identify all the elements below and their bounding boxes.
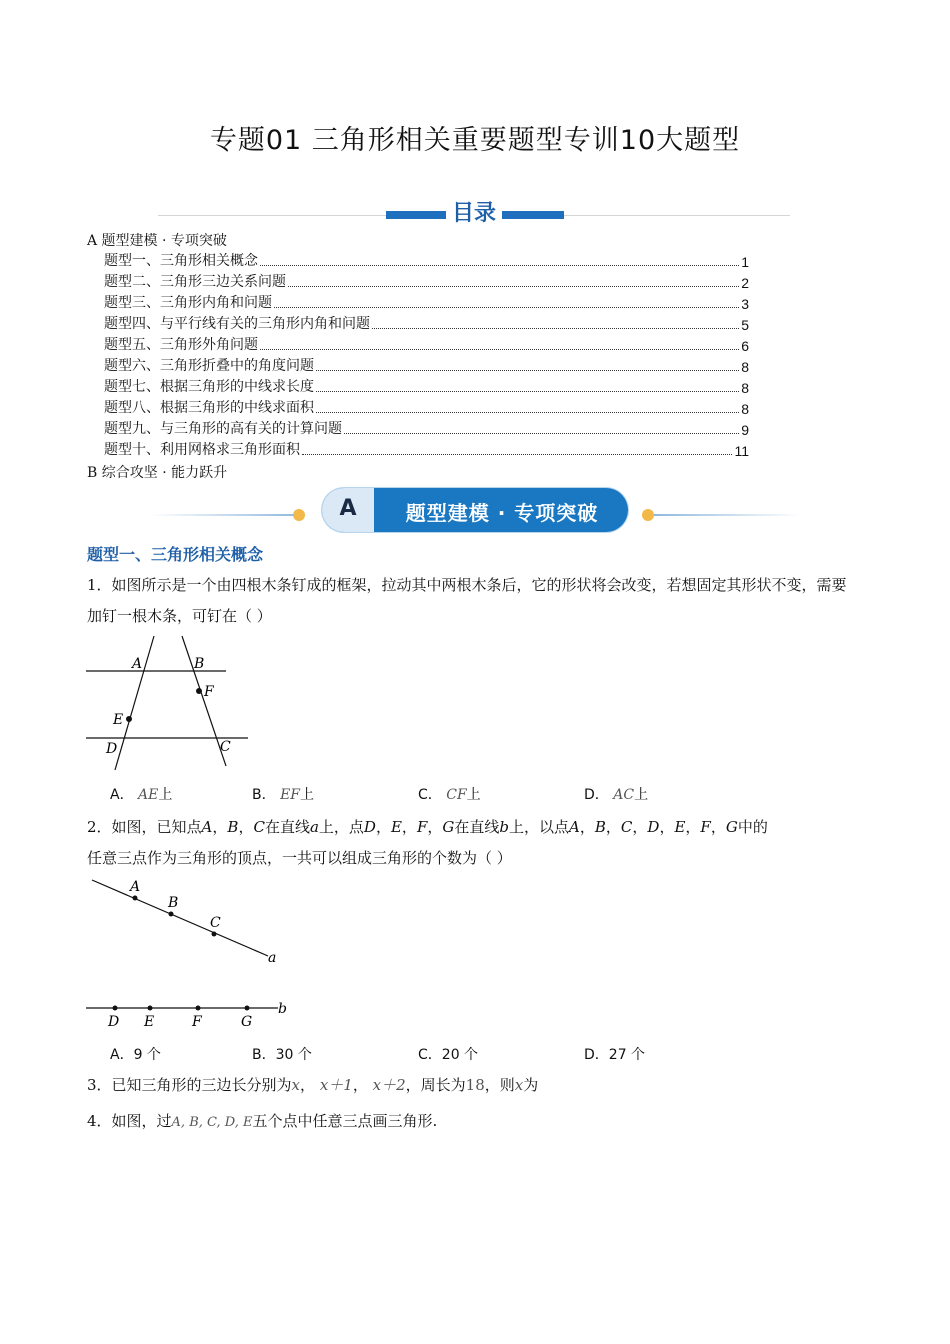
q4-points: A, B, C, D, E [171,1115,253,1130]
banner-dot-right [642,509,654,521]
q2-variable: E [390,818,402,836]
q2-variable: a [309,818,319,836]
toc-item[interactable] [104,250,749,270]
q2-text-part: ， [427,818,443,836]
toc-item-label: 题型一、三角形相关概念 [104,253,258,269]
option-math: EF [280,787,300,803]
toc-heading: 目录 [446,196,502,227]
q2-option-c[interactable] [418,1044,478,1064]
toc-item-label: 题型七、根据三角形的中线求长度 [104,379,314,395]
toc-item-label: 题型四、与平行线有关的三角形内角和问题 [104,316,370,332]
q2-point-F [196,1006,201,1011]
option-value: 20 个 [441,1047,479,1063]
toc-item-page: 1 [741,254,749,270]
toc-bar-right [502,211,564,219]
option-suffix: 上 [634,787,649,803]
option-letter: D． [584,787,609,803]
section-banner [150,486,800,536]
q2-variable: A [569,818,580,836]
q1-point-E [126,716,132,722]
toc-item[interactable] [104,439,749,459]
toc-item-label: 题型十、利用网格求三角形面积 [104,442,300,458]
q2-option-d[interactable] [584,1044,645,1064]
toc-item[interactable] [104,292,749,312]
q2-label-B: B [168,895,179,911]
option-value: 27 个 [608,1047,646,1063]
q2-option-a[interactable] [110,1044,161,1064]
toc-item-page: 2 [741,275,749,291]
q2-text-part: 在直线 [264,818,310,836]
q2-option-b[interactable] [252,1044,312,1064]
option-suffix: 上 [158,787,173,803]
toc-item[interactable] [104,313,749,333]
q1-label-E: E [113,712,124,728]
question-2-line2: 任意三点作为三角形的顶点，一共可以组成三角形的个数为（ ） [87,849,512,867]
toc-item-page: 9 [741,422,749,438]
q2-point-D [113,1006,118,1011]
toc-item-label: 题型八、根据三角形的中线求面积 [104,400,314,416]
q2-point-B [169,912,174,917]
q2-text-part: ， [685,818,701,836]
q1-option-c[interactable] [418,784,481,804]
q3-side-3: x＋2 [372,1076,406,1094]
toc-item[interactable] [104,271,749,291]
q2-text-part: 中的 [737,818,768,836]
toc-leader-dots [344,432,739,434]
toc-item-page: 3 [741,296,749,312]
banner-text: 题型建模 · 专项突破 [405,501,599,525]
q3-perimeter: 18 [465,1076,485,1094]
toc-item[interactable] [104,334,749,354]
q2-point-E [148,1006,153,1011]
q3-sep: ， [300,1076,316,1094]
q2-variable: F [416,818,428,836]
q2-variable: G [725,818,738,836]
toc-item-label: 题型二、三角形三边关系问题 [104,274,286,290]
q2-text-part: ， [212,818,228,836]
option-letter: A． [110,787,134,803]
toc-leader-dots [316,369,739,371]
toc-leader-dots [288,285,739,287]
toc-leader-dots [274,306,739,308]
q3-side-2: x＋1 [319,1076,353,1094]
toc-item[interactable] [104,355,749,375]
toc-item-page: 5 [741,317,749,333]
q1-option-d[interactable] [584,784,648,804]
toc-item[interactable] [104,397,749,417]
q2-variable: D [363,818,376,836]
q2-label-b: b [278,1001,287,1017]
option-suffix: 上 [300,787,314,803]
question-2-line1 [87,812,857,843]
toc-leader-dots [260,264,739,266]
q2-text-part: ， [375,818,391,836]
toc-leader-dots [372,327,739,329]
option-letter: C． [418,787,442,803]
document-title: 专题01 三角形相关重要题型专训10大题型 [209,125,741,156]
q2-variable: F [700,818,711,836]
q3-variable: x [514,1076,524,1094]
q3-end: 为 [523,1076,539,1094]
q2-point-C [212,932,217,937]
q1-option-b[interactable] [252,784,314,804]
q2-point-A [133,896,138,901]
toc-leader-dots [316,390,739,392]
q2-text-part: ， [659,818,675,836]
q3-end: ，则 [484,1076,515,1094]
q2-label-G: G [241,1014,253,1030]
q2-variable: b [499,818,509,836]
q1-label-A: A [132,656,143,672]
q2-point-G [245,1006,250,1011]
q1-label-F: F [204,684,214,700]
q2-text-part: 在直线 [454,818,500,836]
toc-item-page: 6 [741,338,749,354]
option-value: 9 个 [133,1047,161,1063]
toc-item-label: 题型五、三角形外角问题 [104,337,258,353]
q2-label-C: C [210,915,221,931]
question-1-text: 1．如图所示是一个由四根木条钉成的框架，拉动其中两根木条后，它的形状将会改变，若想固定其形状不变，需要加钉一根木条，可钉在（ ） [87,576,847,625]
option-value: 30 个 [275,1047,312,1063]
q1-label-C: C [220,739,231,755]
q2-variable: E [674,818,686,836]
question-4-text [87,1106,857,1138]
q2-text-part: 2．如图，已知点 [87,818,202,836]
banner-line-left [150,514,300,516]
toc-section-a: A 题型建模 · 专项突破 [87,233,227,249]
toc-item[interactable] [104,376,749,396]
toc-bar-left [386,211,446,219]
banner-line-right [654,514,800,516]
toc-item-label: 题型六、三角形折叠中的角度问题 [104,358,314,374]
q2-variable: B [227,818,239,836]
q2-variable: G [442,818,455,836]
q2-line-a [92,880,268,956]
q2-variable: B [594,818,606,836]
q2-figure [80,872,300,1032]
banner-letter: A [339,496,357,521]
q3-mid: ，周长为 [405,1076,466,1094]
q1-point-F [196,688,202,694]
toc-item-label: 题型九、与三角形的高有关的计算问题 [104,421,342,437]
option-suffix: 上 [466,787,481,803]
q2-text-part: ， [605,818,621,836]
option-letter: A． [110,1047,134,1063]
toc-leader-dots [260,348,739,350]
toc-leader-dots [316,411,739,413]
q2-text-part: ， [710,818,726,836]
q1-label-D: D [106,741,118,757]
option-math: CF [446,787,467,803]
q3-prefix: 3．已知三角形的三边长分别为 [87,1076,292,1094]
toc-leader-dots [302,453,732,455]
q2-label-F: F [192,1014,202,1030]
q1-label-B: B [194,656,205,672]
option-letter: D． [584,1047,609,1063]
q4-suffix: 五个点中任意三点画三角形. [252,1112,438,1130]
section-title: 题型一、三角形相关概念 [87,545,264,564]
q1-option-a[interactable] [110,784,172,804]
toc-item-page: 11 [734,443,749,459]
option-math: AC [613,787,635,803]
q2-variable: C [253,818,265,836]
q2-label-a: a [268,950,277,966]
q2-text-part: 上，点 [318,818,364,836]
q3-sep: ， [352,1076,368,1094]
option-math: AE [138,787,159,803]
q2-text-part: ， [238,818,254,836]
q2-text-part: ， [401,818,417,836]
toc-section-b: B 综合攻坚 · 能力跃升 [87,465,228,481]
q3-side-1: x [291,1076,301,1094]
q1-figure [80,630,260,780]
option-letter: B． [252,1047,276,1063]
q2-text-part: ， [632,818,648,836]
q2-text-part: 上，以点 [508,818,569,836]
toc-item-page: 8 [741,401,749,417]
toc-item-label: 题型三、三角形内角和问题 [104,295,272,311]
question-3-text [87,1070,857,1101]
toc-item-page: 8 [741,380,749,396]
q2-label-E: E [144,1014,155,1030]
q4-prefix: 4．如图，过 [87,1112,172,1130]
toc-item[interactable] [104,418,749,438]
option-letter: C． [418,1047,442,1063]
toc-item-page: 8 [741,359,749,375]
q2-text-part: ， [579,818,595,836]
option-letter: B． [252,787,276,803]
q2-variable: A [201,818,213,836]
banner-dot-left [293,509,305,521]
q2-label-A: A [130,879,141,895]
toc-header [158,196,790,230]
q2-variable: D [647,818,660,836]
q2-label-D: D [108,1014,120,1030]
q2-variable: C [620,818,633,836]
